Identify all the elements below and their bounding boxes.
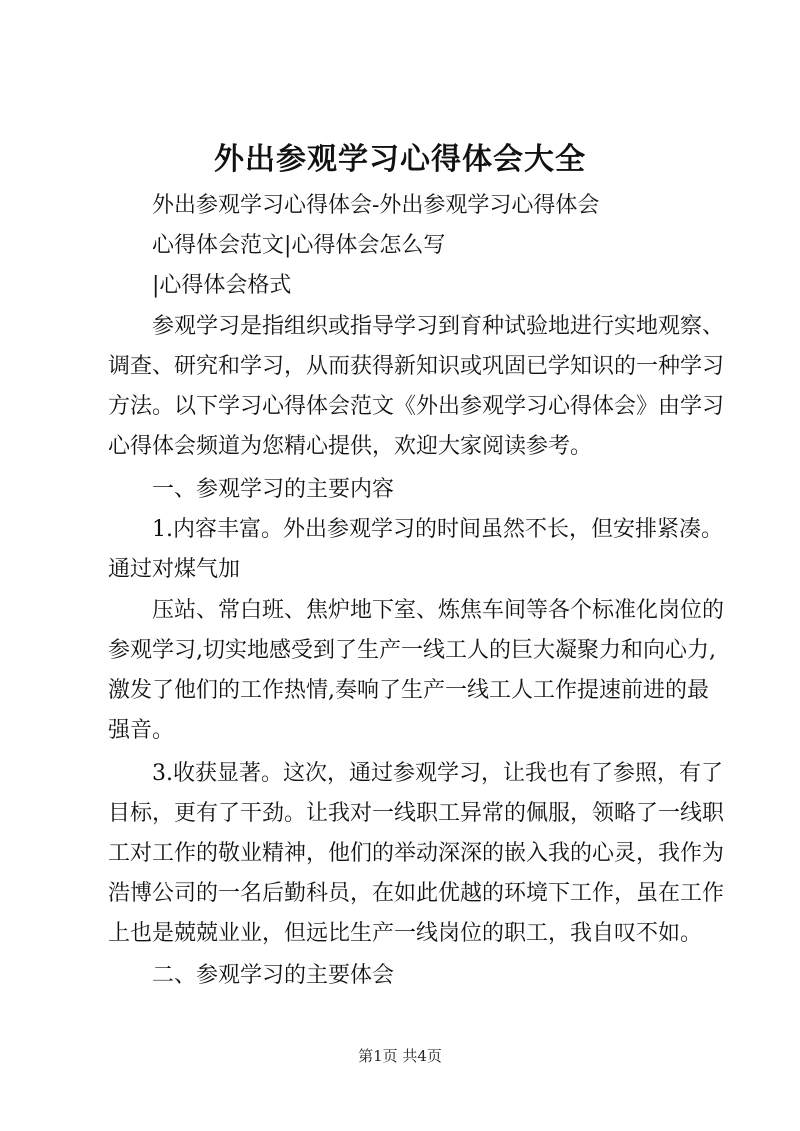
text-line: 3.收获显著。这次，通过参观学习，让我也有了参照，有了 [152, 761, 723, 786]
page-footer: 第1页 共4页 [358, 1047, 442, 1065]
text-line: 外出参观学习心得体会-外出参观学习心得体会 [152, 193, 600, 218]
section-heading: 一、参观学习的主要内容 [152, 477, 395, 502]
text-line: 调查、研究和学习，从而获得新知识或巩固已学知识的一种学习 [108, 354, 725, 379]
text-line: 浩博公司的一名后勤科员，在如此优越的环境下工作，虽在工作 [108, 881, 725, 906]
text-line: 1.内容丰富。外出参观学习的时间虽然不长，但安排紧凑。 [152, 517, 723, 542]
document-title: 外出参观学习心得体会大全 [214, 142, 586, 177]
section-heading: 二、参观学习的主要体会 [152, 963, 395, 988]
text-line: 激发了他们的工作热情,奏响了生产一线工人工作提速前进的最 [108, 678, 709, 703]
text-line: 参观学习,切实地感受到了生产一线工人的巨大凝聚力和向心力, [108, 638, 716, 663]
text-line: 工对工作的敬业精神，他们的举动深深的嵌入我的心灵，我作为 [108, 841, 725, 866]
text-line: 心得体会频道为您精心提供，欢迎大家阅读参考。 [108, 434, 593, 459]
text-line: 上也是兢兢业业，但远比生产一线岗位的职工，我自叹不如。 [108, 921, 703, 946]
text-line: 方法。以下学习心得体会范文《外出参观学习心得体会》由学习 [108, 394, 725, 419]
text-line: 目标，更有了干劲。让我对一线职工异常的佩服，领略了一线职 [108, 801, 725, 826]
text-line: |心得体会格式 [152, 273, 292, 298]
text-line: 压站、常白班、焦炉地下室、炼焦车间等各个标准化岗位的 [152, 598, 725, 623]
text-line: 强音。 [108, 718, 175, 743]
text-line: 心得体会范文|心得体会怎么写 [152, 233, 446, 258]
text-line: 通过对煤气加 [108, 557, 241, 582]
text-line: 参观学习是指组织或指导学习到育种试验地进行实地观察、 [152, 314, 725, 339]
